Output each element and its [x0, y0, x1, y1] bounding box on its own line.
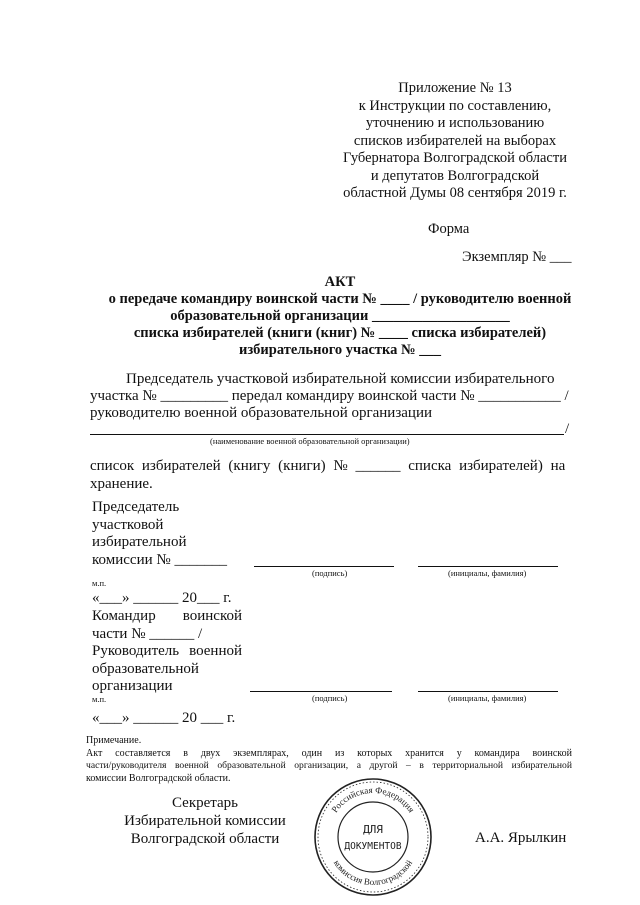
name-caption: (инициалы, фамилия) [448, 693, 527, 703]
body-line: участка № _________ передал командиру воинской части № ___________ / [90, 388, 569, 404]
body-paragraph-1 [90, 371, 572, 422]
appendix-line: Приложение № 13 [398, 80, 512, 96]
appendix-line: Губернатора Волгоградской области [343, 150, 567, 166]
signature-line: Председатель [92, 499, 180, 515]
signature-caption: (подпись) [312, 568, 348, 578]
act-title [60, 274, 620, 359]
signature-line-rule [254, 566, 394, 567]
body-line: Председатель участковой избирательной комиссии избирательного [126, 371, 555, 387]
signature-line: избирательной [92, 534, 187, 550]
act-title-line: избирательного участка № ___ [239, 342, 441, 358]
stamp-place-label: м.п. [92, 694, 107, 704]
form-label: Форма [428, 221, 470, 237]
body-paragraph-2 [90, 457, 572, 493]
body-line: хранение. [90, 476, 153, 492]
note-text: части/руководителя военной образовательной организации, а другой – в территориальной избирательной [86, 760, 572, 771]
act-heading: АКТ [324, 274, 356, 290]
signature-line: образовательной [92, 660, 199, 677]
note-text: Акт составляется в двух экземплярах, один из которых хранится у командира воинской [86, 747, 572, 759]
copy-number-label: Экземпляр № ___ [462, 249, 572, 265]
stamp-center-text: ДОКУМЕНТОВ [344, 841, 402, 852]
act-title-line: образовательной организации ___________________ [170, 308, 510, 324]
signature-line: части № ______ / [92, 625, 203, 642]
signature-line: комиссии № _______ [92, 551, 227, 568]
secretary-name: А.А. Ярылкин [475, 830, 567, 846]
secretary-title: Волгоградской области [130, 831, 280, 847]
stamp-ring-top: Российская Федерация [329, 784, 417, 815]
secretary-block [110, 794, 300, 848]
act-title-line: о передаче командиру воинской части № ____ / руководителю военной [108, 291, 572, 307]
act-title-line: списка избирателей (книги (книг) № ____ списка избирателей) [133, 325, 547, 341]
date-field: «___» ______ 20 ___ г. [92, 710, 236, 726]
appendix-line: списков избирателей на выборах [353, 132, 557, 149]
signature-line: воинской [182, 608, 242, 624]
note-text: комиссии Волгоградской области. [86, 772, 231, 784]
signature-block-chair [92, 499, 262, 569]
signature-line: Руководитель [92, 643, 180, 659]
stamp-seal [311, 775, 436, 900]
secretary-title: Секретарь [171, 795, 239, 811]
name-caption: (инициалы, фамилия) [448, 568, 527, 578]
signature-block-commander [92, 608, 242, 696]
signature-caption: (подпись) [312, 693, 348, 703]
signature-line: участковой [92, 516, 164, 533]
slash-mark: / [565, 421, 570, 437]
name-line-rule [418, 691, 558, 692]
stamp-seal-graphic [311, 775, 436, 900]
appendix-line: уточнению и использованию [365, 115, 545, 131]
appendix-block [330, 80, 580, 203]
signature-line-rule [250, 691, 392, 692]
stamp-ring-bottom: комиссия Волгоградской [331, 858, 415, 888]
name-line-rule [418, 566, 558, 567]
appendix-line: областной Думы 08 сентября 2019 г. [343, 185, 567, 201]
body-line: руководителю военной образовательной организации [90, 405, 432, 421]
signature-line: организации [92, 678, 173, 694]
org-name-caption: (наименование военной образовательной организации) [210, 436, 410, 446]
org-name-line [90, 434, 564, 435]
appendix-line: и депутатов Волгоградской [370, 167, 540, 184]
body-line: список избирателей (книгу (книги) № ______ списка избирателей) на [90, 458, 566, 474]
date-field: «___» ______ 20___ г. [92, 590, 232, 606]
stamp-place-label: м.п. [92, 578, 107, 588]
signature-line: военной [189, 643, 242, 659]
note-label: Примечание. [86, 735, 142, 746]
secretary-title: Избирательной комиссии [124, 813, 286, 829]
appendix-line: к Инструкции по составлению, [358, 97, 552, 114]
stamp-center-text: ДЛЯ [363, 823, 383, 836]
signature-line: Командир [92, 608, 156, 624]
